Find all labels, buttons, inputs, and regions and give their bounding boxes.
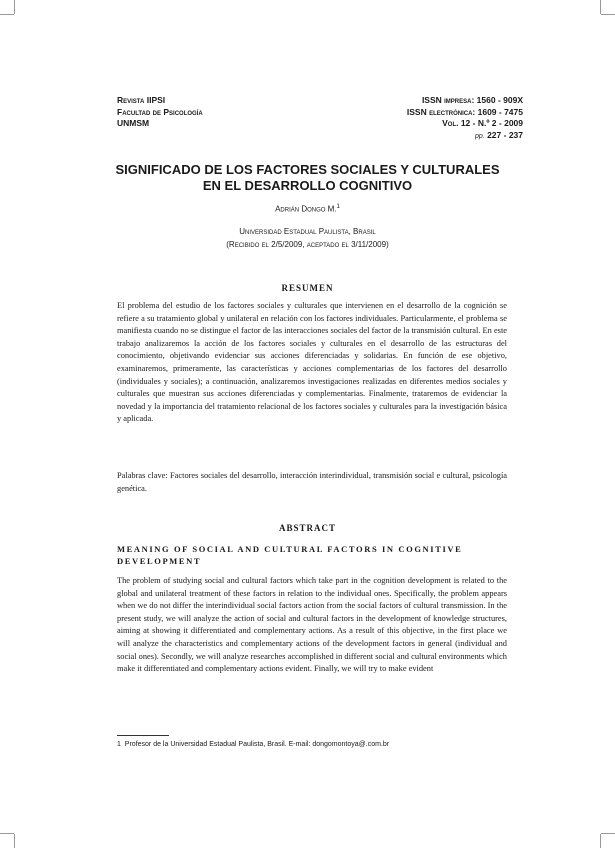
affiliation (100, 225, 515, 251)
crop-mark-bottom-left (14, 834, 15, 848)
keywords-label: Palabras clave: (117, 471, 168, 480)
page-range-prefix: pp. (474, 132, 485, 140)
footnote (117, 741, 507, 748)
issn-print (407, 95, 523, 107)
page-range (407, 130, 523, 143)
affiliation-institution: Universidad Estadual Paulista, Brasil (239, 227, 376, 236)
issn-electronic-label: ISSN electrónica (406, 106, 473, 117)
author (100, 204, 515, 214)
issn-info (407, 95, 523, 142)
volume-issue: Vol. 12 - N.º 2 - 2009 (442, 118, 523, 128)
crop-mark-bottom-right (600, 834, 601, 848)
english-title: MEANING OF SOCIAL AND CULTURAL FACTORS IN COGNITIVE DEVELOPMENT (117, 544, 463, 566)
crop-mark-bottom-left-h (0, 833, 14, 834)
resumen-text: El problema del estudio de los factores sociales y culturales que intervienen en el desarrollo de la cognición se refiere a su tratamiento global y unilateral en relación con los factores individuales. Particularmente, el problema se manifiesta cuando no se distingue el factor de las interacciones sociales del factor de la transmisión cultural. En este trabajo analizaremos la acción de los factores sociales y culturales en el desarrollo de las estructuras del conocimiento, objetivando evidenciar sus acciones diferenciadas y solidarias. En función de ese objetivo, examinaremos, primeramente, las características y acciones complementarias de los factores del desarrollo (individuales y sociales); a continuación, analizaremos investigaciones realizadas en diferentes medios sociales y culturales que muestran sus acciones diferenciadas y complementarias. Finalmente, trataremos de evidenciar la novedad y la importancia del tratamiento relacional de los factores sociales y culturales para la investigación básica y aplicada. (117, 301, 507, 424)
university-name: UNMSM (117, 118, 150, 128)
faculty-name: Facultad de Psicología (117, 106, 203, 117)
crop-mark-top-left-h (0, 14, 14, 15)
received-accepted-dates: (Recibido el 2/5/2009, aceptado el 3/11/2009) (226, 240, 389, 249)
issn-electronic (407, 107, 523, 119)
crop-mark-top-right-h (601, 14, 615, 15)
issn-electronic-value: : 1609 - 7475 (472, 106, 523, 117)
footnote-mark: 1 (117, 741, 121, 748)
abstract-heading: ABSTRACT (278, 523, 336, 533)
resumen-heading: RESUMEN (281, 283, 334, 293)
journal-info (117, 95, 203, 130)
author-name: Adrián Dongo M. (275, 204, 337, 214)
article-title (100, 162, 515, 194)
keywords-list: Factores sociales del desarrollo, interacción interindividual, transmisión social e cultural, psicología genética. (117, 471, 508, 493)
issn-print-label: ISSN impresa (421, 95, 472, 105)
issn-print-value: : 1560 - 909X (471, 95, 523, 105)
keywords (117, 470, 507, 495)
crop-mark-bottom-right-h (601, 833, 615, 834)
crop-mark-top-right (600, 0, 601, 14)
crop-mark-top-left (14, 0, 15, 14)
abstract-text: The problem of studying social and cultural factors which take part in the cognition development is related to the global and unilateral treatment of these factors in relation to the individual ones. Specifically, the problem appears when we do not differ the interindividual social factors action from the social factors of cultural transmission. In the present study, we will analyze the action of social and cultural factors in the development of knowledge structures, aiming at showing it differentiated and complementary actions. As a result of this objective, in the first place we will analyze the characteristics and complementary actions of the development factors in general (individual and social ones). Secondly, we will analyze researches accomplished in different social and cultural environments which make it differentiated and complementary actions evident. Finally, we will try to make evident (117, 576, 507, 674)
footnote-text: Profesor de la Universidad Estadual Paulista, Brasil. E-mail: dongomontoya@.com.br (124, 741, 390, 748)
footnote-rule (117, 735, 169, 736)
journal-name: Revista IIPSI (117, 95, 166, 105)
page-range-value: 227 - 237 (484, 129, 523, 140)
author-footnote-mark: 1 (336, 204, 340, 210)
article-title-line2: EN EL DESARROLLO COGNITIVO (202, 178, 413, 193)
article-title-line1: SIGNIFICADO DE LOS FACTORES SOCIALES Y CULTURALES (115, 162, 500, 177)
